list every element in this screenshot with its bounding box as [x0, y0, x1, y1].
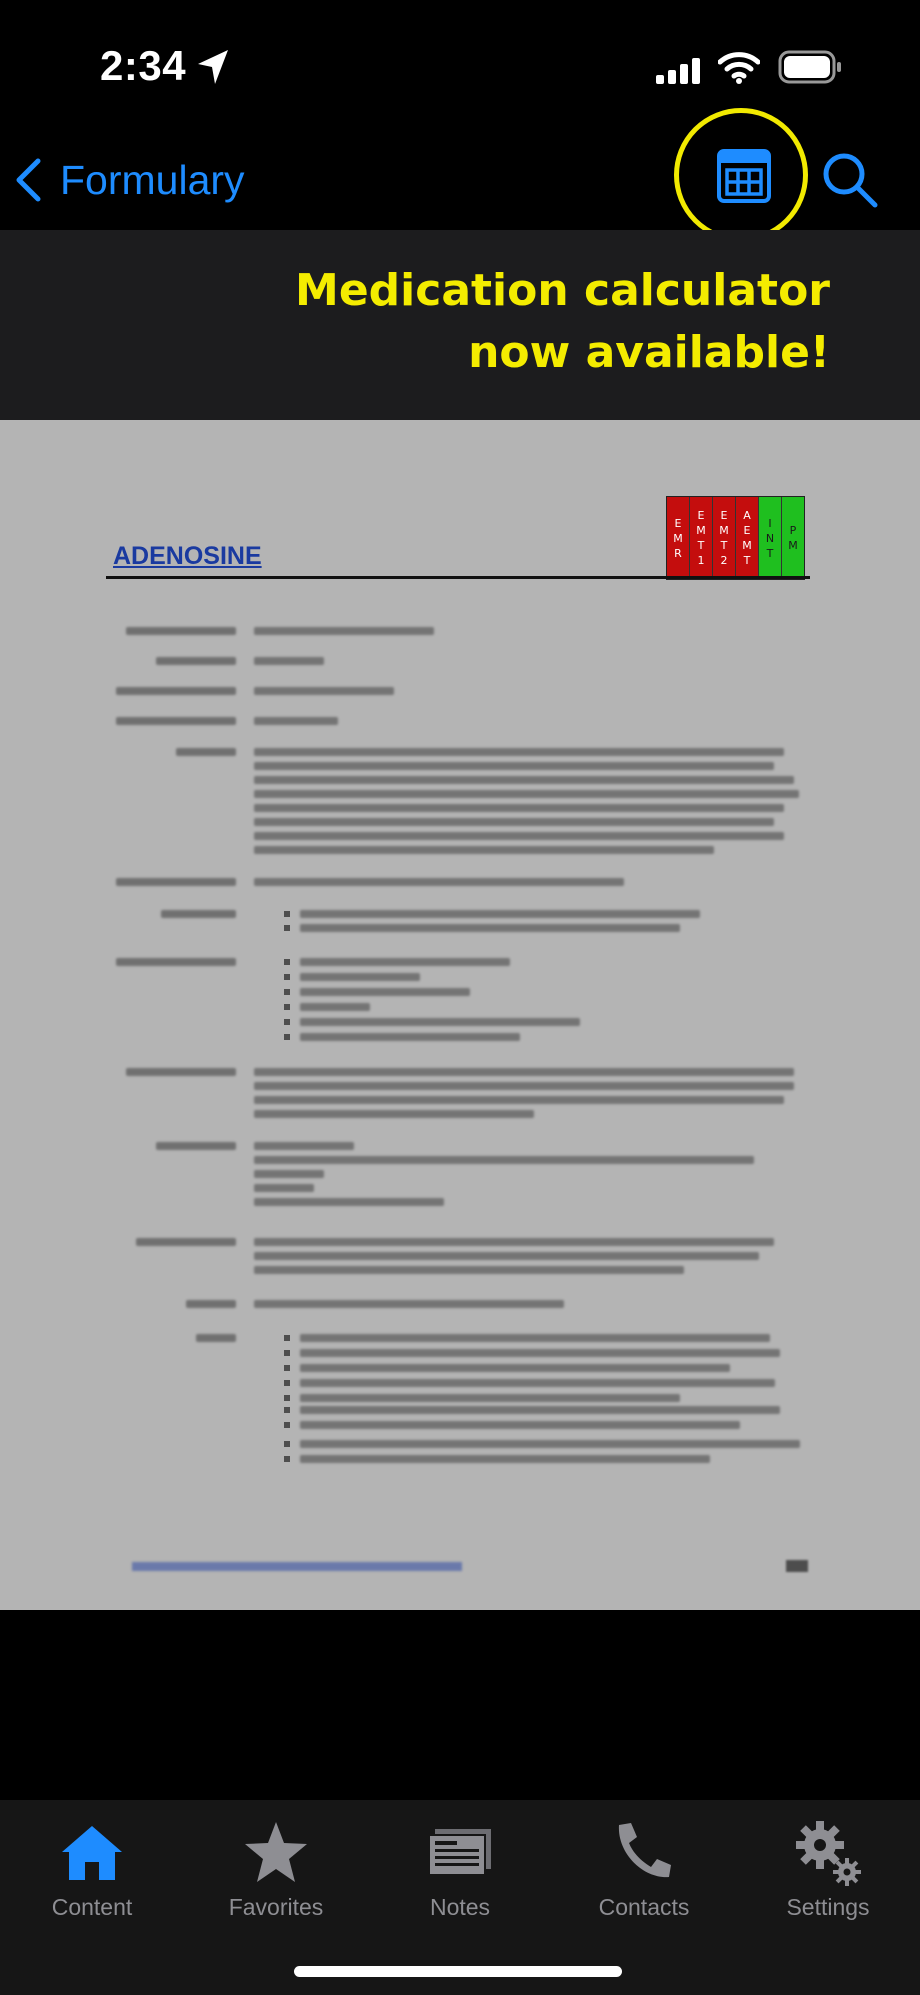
phone-icon — [613, 1821, 675, 1883]
document-bullet — [284, 1365, 290, 1371]
document-bullet — [284, 1441, 290, 1447]
document-text-line — [254, 804, 784, 812]
document-text-line — [254, 657, 324, 665]
level-box-letter: E — [743, 524, 751, 537]
level-box-letter: M — [719, 524, 729, 537]
document-text-line — [300, 1033, 520, 1041]
level-box-letter: M — [788, 539, 798, 552]
level-box-letter: 1 — [697, 554, 705, 567]
announcement-banner — [0, 230, 920, 420]
level-box — [713, 497, 736, 579]
document-field-label — [116, 958, 236, 966]
level-box-letter: T — [766, 546, 774, 560]
document-text-line — [254, 1096, 784, 1104]
level-box-letter: M — [673, 531, 683, 545]
level-box-letter: E — [674, 516, 682, 530]
document-text-line — [300, 1334, 770, 1342]
level-box-letter: T — [720, 539, 728, 552]
banner-line-2: now available! — [468, 327, 830, 378]
location-arrow-icon — [196, 48, 230, 86]
document-text-line — [300, 1421, 740, 1429]
document-text-line — [254, 1184, 314, 1192]
document-text-line — [254, 1238, 774, 1246]
level-box — [690, 497, 713, 579]
document-bullet — [284, 1395, 290, 1401]
banner-line-1: Medication calculator — [295, 265, 830, 316]
level-box — [782, 497, 804, 579]
document-text-line — [300, 910, 700, 918]
document-bullet — [284, 1335, 290, 1341]
calculator-icon — [716, 148, 772, 204]
document-text-line — [300, 988, 470, 996]
home-icon — [60, 1822, 124, 1882]
document-footer-link[interactable] — [132, 1562, 462, 1571]
star-icon — [243, 1820, 309, 1884]
level-box — [759, 497, 782, 579]
document-text-line — [254, 717, 338, 725]
document-field-label — [116, 878, 236, 886]
document-text-line — [254, 1156, 754, 1164]
level-box — [736, 497, 759, 579]
tab-settings[interactable] — [736, 1800, 920, 1930]
document-text-line — [254, 776, 794, 784]
document-bullet — [284, 1350, 290, 1356]
document-bullet — [284, 925, 290, 931]
chevron-left-icon — [14, 158, 42, 202]
level-box-letter: E — [720, 509, 728, 522]
level-box-letter: A — [743, 509, 751, 522]
document-text-line — [254, 832, 784, 840]
tab-favorites[interactable] — [184, 1800, 368, 1930]
tab-label: Favorites — [228, 1894, 324, 1920]
document-field-label — [156, 1142, 236, 1150]
document-text-line — [300, 1018, 580, 1026]
document-page-number — [786, 1560, 808, 1572]
document-bullet — [284, 1422, 290, 1428]
document-text-line — [254, 846, 714, 854]
document-text-line — [300, 958, 510, 966]
document-bullet — [284, 959, 290, 965]
document-text-line — [300, 1349, 780, 1357]
level-box-letter: R — [674, 546, 682, 560]
document-bullet — [284, 911, 290, 917]
document-field-label — [176, 748, 236, 756]
document-bullet — [284, 1380, 290, 1386]
document-field-label — [196, 1334, 236, 1342]
document-text-line — [254, 1300, 564, 1308]
document-text-line — [254, 878, 624, 886]
search-icon[interactable] — [820, 150, 880, 210]
document-text-line — [254, 748, 784, 756]
document-text-line — [300, 1379, 775, 1387]
document-field-label — [126, 627, 236, 635]
document-field-label — [186, 1300, 236, 1308]
document-text-line — [300, 1364, 730, 1372]
gear-icon — [793, 1818, 863, 1886]
tab-label: Content — [51, 1894, 133, 1920]
document-field-label — [156, 657, 236, 665]
document-bullet — [284, 974, 290, 980]
certification-level-boxes — [666, 496, 805, 580]
level-box-letter: T — [697, 539, 705, 552]
level-box-letter: P — [789, 524, 797, 537]
document-text-line — [254, 1082, 794, 1090]
level-box-letter: M — [742, 539, 752, 552]
document-text-line — [254, 1252, 759, 1260]
document-bullet — [284, 989, 290, 995]
medication-calculator-button[interactable] — [674, 108, 814, 248]
document-bullet — [284, 1004, 290, 1010]
status-time: 2:34 — [100, 42, 187, 89]
document-bullet — [284, 1019, 290, 1025]
level-box — [667, 497, 690, 579]
document-text-line — [254, 818, 774, 826]
document-text-line — [254, 1110, 534, 1118]
level-box-letter: I — [768, 516, 772, 530]
back-button[interactable] — [14, 150, 245, 210]
level-box-letter: T — [743, 554, 751, 567]
level-box-letter: 2 — [720, 554, 728, 567]
document-text-line — [254, 1068, 794, 1076]
tab-notes[interactable] — [368, 1800, 552, 1930]
level-box-letter: N — [765, 531, 775, 545]
cellular-signal-icon — [656, 58, 702, 84]
formulary-document-page[interactable] — [0, 420, 920, 1610]
document-bullet — [284, 1034, 290, 1040]
banner-text — [295, 260, 830, 384]
document-text-line — [300, 973, 420, 981]
document-text-line — [254, 1198, 444, 1206]
level-box-letter: E — [697, 509, 705, 522]
document-text-line — [300, 1406, 780, 1414]
tab-label: Contacts — [598, 1894, 690, 1920]
document-field-label — [161, 910, 236, 918]
notes-icon — [427, 1827, 493, 1877]
back-button-label: Formulary — [60, 156, 245, 203]
document-text-line — [254, 1170, 324, 1178]
title-rule — [106, 576, 810, 579]
document-text-line — [300, 1003, 370, 1011]
tab-label: Notes — [429, 1894, 491, 1920]
document-text-line — [254, 1142, 354, 1150]
document-field-label — [116, 687, 236, 695]
tab-content[interactable] — [0, 1800, 184, 1930]
document-text-line — [300, 1455, 710, 1463]
home-indicator[interactable] — [294, 1966, 622, 1977]
document-bullet — [284, 1407, 290, 1413]
tab-contacts[interactable] — [552, 1800, 736, 1930]
document-text-line — [254, 1266, 684, 1274]
document-field-label — [126, 1068, 236, 1076]
document-title: ADENOSINE — [113, 542, 262, 570]
document-text-line — [300, 1440, 800, 1448]
document-text-line — [254, 790, 799, 798]
tab-label: Settings — [786, 1894, 870, 1920]
document-text-line — [300, 1394, 680, 1402]
document-bullet — [284, 1456, 290, 1462]
document-text-line — [254, 687, 394, 695]
document-text-line — [254, 627, 434, 635]
level-box-letter: M — [696, 524, 706, 537]
document-field-label — [136, 1238, 236, 1246]
document-text-line — [300, 924, 680, 932]
document-field-label — [116, 717, 236, 725]
wifi-icon — [718, 50, 760, 84]
document-text-line — [254, 762, 774, 770]
battery-icon — [778, 50, 842, 84]
